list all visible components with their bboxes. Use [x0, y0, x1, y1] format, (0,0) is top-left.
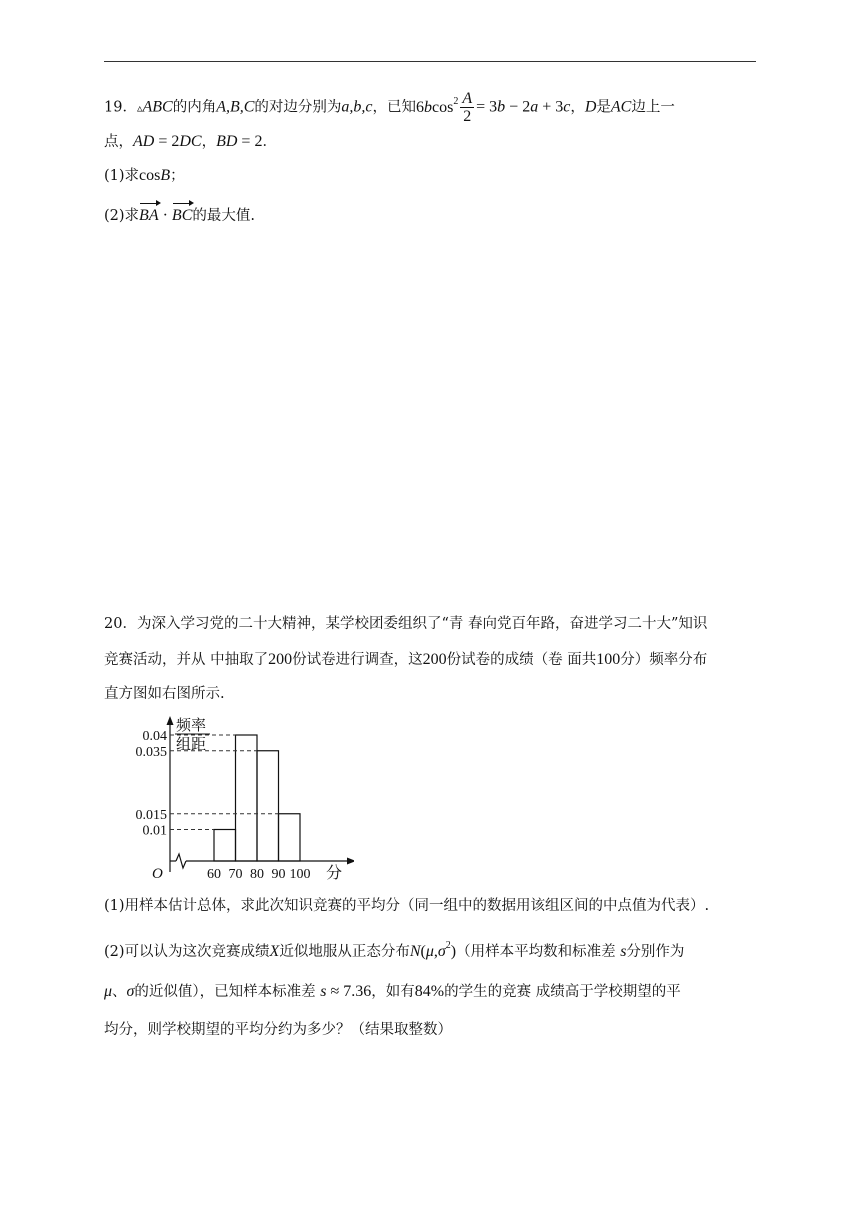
q20-line2: 竞赛活动，并从 中抽取了200份试卷进行调查，这200份试卷的成绩（卷 面共100分）频率分布 [104, 651, 708, 668]
origin-label: O [152, 866, 163, 882]
fraction-a-over-2: $\frac{A}{2}$ [462, 90, 473, 125]
histogram-bar [214, 830, 236, 862]
axis-break-icon [176, 854, 186, 868]
x-tick-label: 60 [207, 867, 221, 882]
q19-part2: (2)求BA · BC的最大值. [104, 207, 255, 224]
x-tick-label: 100 [289, 867, 311, 882]
histogram-bar [236, 735, 258, 861]
q20-part1: (1)用样本估计总体，求此次知识竞赛的平均分（同一组中的数据用该组区间的中点值为代表）. [104, 898, 710, 914]
q19-number: 19． [104, 99, 137, 116]
x-unit-label: 分 [326, 865, 343, 882]
y-axis-arrow-icon [167, 716, 174, 725]
frequency-histogram [124, 712, 354, 884]
y-tick-label: 0.035 [135, 744, 167, 760]
q19-line2: 点，AD = 2DC，BD = 2． [104, 133, 277, 150]
histogram-bar [257, 751, 279, 861]
y-tick-label: 0.01 [142, 823, 167, 839]
ylabel-top: 频率 [176, 718, 207, 734]
x-tick-label: 90 [271, 867, 286, 882]
q20-part4: 均分，则学校期望的平均分约为多少？（结果取整数） [104, 1022, 452, 1038]
q20-line1: 20．为深入学习党的二十大精神，某学校团委组织了“青 春向党百年路，奋进学习二十大”知识 [104, 616, 708, 632]
ylabel-bottom: 组距 [176, 737, 207, 753]
x-tick-label: 80 [250, 867, 264, 882]
y-tick-label: 0.015 [135, 807, 167, 823]
y-tick-label: 0.04 [142, 729, 167, 744]
histogram-bar [279, 814, 301, 861]
q20-part3: μ、σ的近似值），已知样本标准差 s ≈ 7.36，如有84%的学生的竞赛 成绩高于学校期望的平 [104, 983, 681, 1000]
q19-part1: (1)求cosB； [104, 167, 185, 184]
q19-line1: 19．▵ABC的内角A,B,C的对边分别为a,b,c，已知6bcos$^2$ $\frac{A}{2}$ = 3b − 2a + 3c，D是AC边上一 [104, 90, 675, 125]
header-rule [104, 61, 756, 62]
q20-part2: (2)可以认为这次竞赛成绩X近似地服从正态分布$N(\mu,\sigma^2)$（用样本平均数和标准差 s分别作为 [104, 940, 685, 960]
q20-line3: 直方图如右图所示. [104, 686, 225, 702]
x-tick-label: 70 [228, 867, 243, 882]
x-axis-arrow-icon [347, 858, 354, 865]
